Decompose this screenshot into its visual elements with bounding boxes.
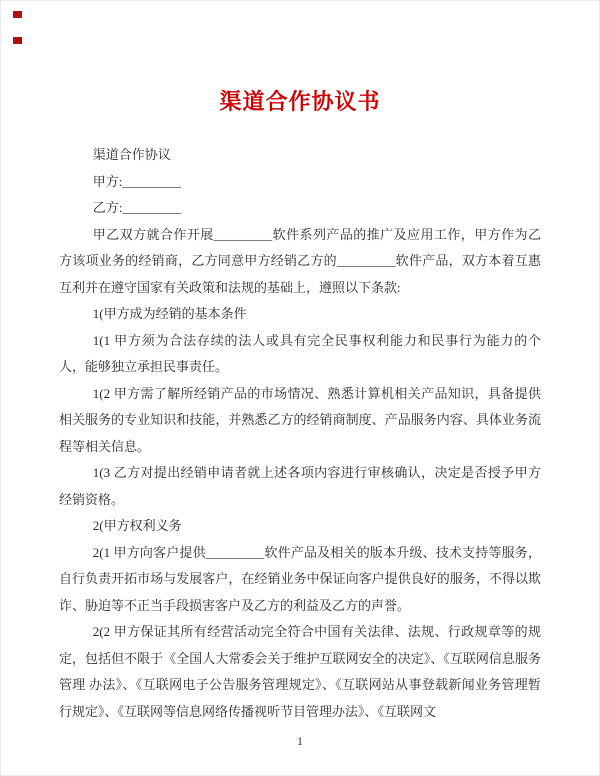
paragraph-clause-1-1: 1(1 甲方须为合法存续的法人或具有完全民事权利能力和民事行为能力的个人，能够独立承担民事责任。 [59, 332, 541, 374]
corner-marks [13, 11, 22, 44]
paragraph-heading-2: 2(甲方权利义务 [92, 518, 182, 533]
paragraph-clause-1-3: 1(3 乙方对提出经销申请者就上述各项内容进行审核确认，决定是否授予甲方经销资格。 [59, 465, 541, 507]
red-marker-icon [13, 11, 22, 18]
paragraph-party-a: 甲方:_________ [92, 173, 181, 189]
paragraph-subtitle: 渠道合作协议 [92, 147, 171, 162]
paragraph-clause-2-1: 2(1 甲方向客户提供_________软件产品及相关的版本升级、技术支持等服务，自行负责开拓市场与发展客户，在经销业务中保证向客户提供良好的服务，不得以欺诈、胁迫等不正当手段损害客户及乙方的利益及乙方的声誉。 [59, 544, 541, 613]
document-body [59, 142, 541, 725]
paragraph-heading-1: 1(甲方成为经销的基本条件 [92, 306, 247, 321]
paragraph-clause-2-2: 2(2 甲方保证其所有经营活动完全符合中国有关法律、法规、行政规章等的规定，包括但不限于《全国人大常委会关于维护互联网安全的决定》、《互联网信息服务管理 办法》、《互联网电子公告服务管理规定》、《互联网站从事登载新闻业务管理暂行规定》、《互联网等信息网络传播视听节目管理办法》、《互联网文 [59, 624, 541, 719]
red-marker-icon [13, 37, 22, 44]
paragraph-intro: 甲乙双方就合作开展_________软件系列产品的推广及应用工作，甲方作为乙方该项业务的经销商，乙方同意甲方经销乙方的_________软件产品，双方本着互惠互利并在遵守国家有关政策和法规的基础上，遵照以下条款: [59, 226, 541, 295]
document-title: 渠道合作协议书 [219, 89, 381, 114]
page-number: 1 [297, 734, 303, 748]
page-footer [1, 734, 599, 749]
paragraph-party-b: 乙方:_________ [92, 200, 181, 215]
paragraph-clause-1-2: 1(2 甲方需了解所经销产品的市场情况、熟悉计算机相关产品知识，具备提供相关服务的专业知识和技能，并熟悉乙方的经销商制度、产品服务内容、具体业务流程等相关信息。 [59, 385, 541, 454]
